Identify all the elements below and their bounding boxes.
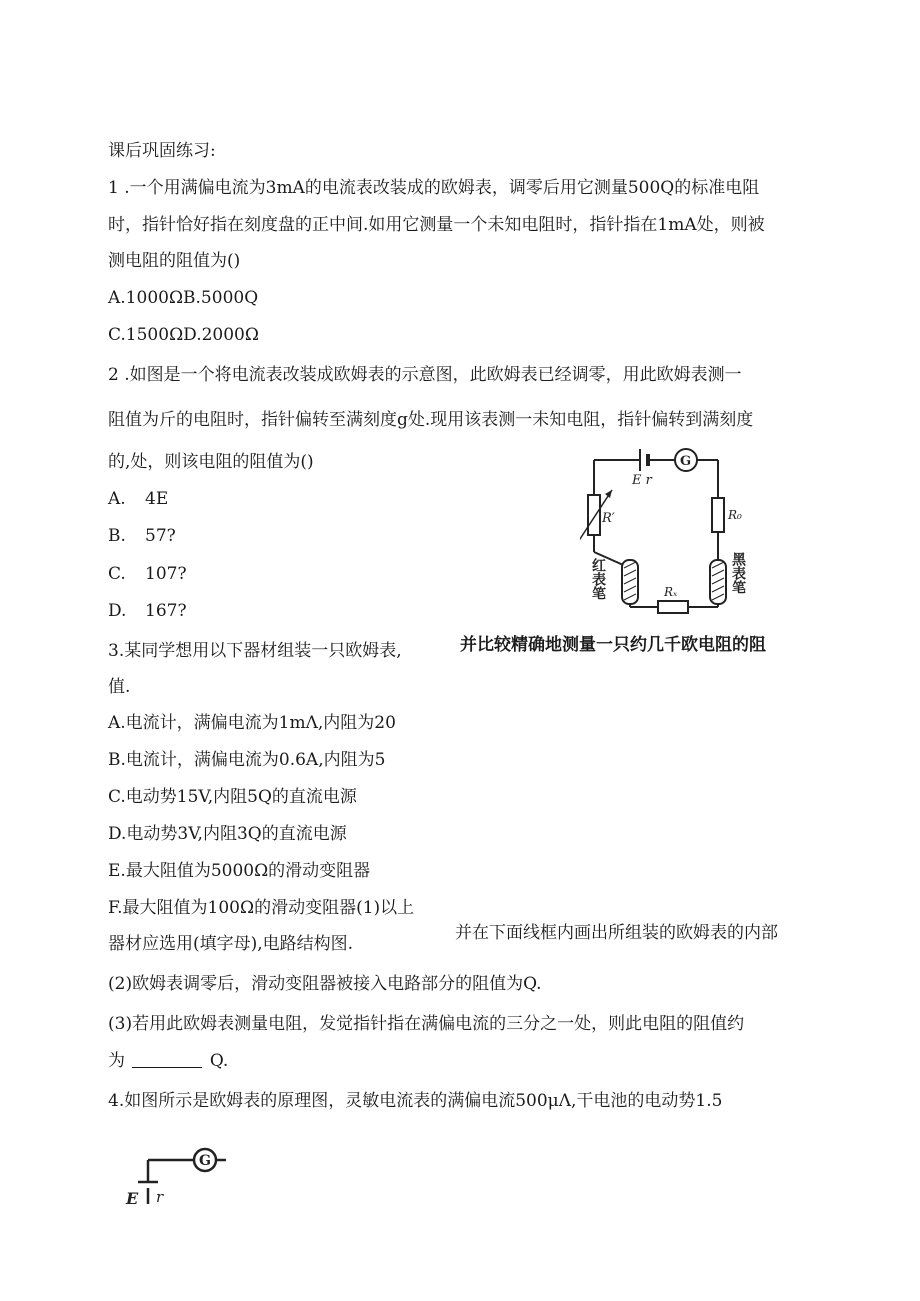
q1-line1: 1 .一个用满偏电流为3mA的电流表改装成的欧姆表，调零后用它测量500Q的标准电阻: [108, 178, 760, 198]
q1-line2: 时，指针恰好指在刻度盘的正中间.如用它测量一个未知电阻时，指针指在1mA处，则被: [108, 215, 765, 235]
rx-resistor: [658, 601, 688, 613]
q3-item-d: D.电动势3V,内阻3Q的直流电源: [108, 824, 347, 844]
q3-sub2: (2)欧姆表调零后，滑动变阻器被接入电路部分的阻值为Q.: [108, 974, 542, 994]
battery-label: E r: [632, 473, 652, 488]
q4-e-label: E: [126, 1189, 139, 1208]
sub3-prefix: 为: [108, 1051, 125, 1071]
q2-circuit-diagram: [580, 440, 760, 615]
q3-item-c: C.电动势15V,内阻5Q的直流电源: [108, 787, 357, 807]
q4-circuit-fragment: [120, 1140, 230, 1210]
option-letter: B.: [108, 526, 126, 546]
q4-r-label: r: [156, 1188, 164, 1206]
q1-line3: 测电阻的阻值为(): [108, 251, 241, 271]
r0-label: R₀: [728, 508, 742, 522]
q2-line2: 阻值为斤的电阻时，指针偏转至满刻度g处.现用该表测一未知电阻，指针偏转到满刻度: [108, 410, 754, 430]
r0-resistor: [712, 498, 724, 532]
variable-resistor: [588, 495, 600, 535]
q3-sub3-line1: (3)若用此欧姆表测量电阻，发觉指针指在满偏电流的三分之一处，则此电阻的阻值约: [108, 1014, 745, 1034]
q3-line2: 值.: [108, 677, 131, 697]
q3-item-f: F.最大阻值为100Ω的滑动变阻器(1)以上: [108, 898, 415, 918]
q3-line-g: 器材应选用(填字母),电路结构图.: [108, 934, 354, 954]
q3-line1: 3.某同学想用以下器材组装一只欧姆表,: [108, 641, 402, 661]
q3-sub3-line2: [108, 1050, 228, 1072]
q1-options-cd: C.1500ΩD.2000Ω: [108, 325, 259, 345]
option-text: 167?: [145, 601, 187, 621]
option-letter: A.: [108, 489, 126, 509]
black-probe: [710, 560, 726, 604]
q3-item-e: E.最大阻值为5000Ω的滑动变阻器: [108, 861, 371, 881]
galvanometer-label: G: [680, 454, 692, 469]
red-probe-label: 红表笔: [590, 558, 606, 600]
option-text: 4E: [145, 489, 169, 509]
answer-blank: [132, 1051, 202, 1068]
q4-galvanometer-label: G: [199, 1153, 211, 1169]
q4-line1: 4.如图所示是欧姆表的原理图，灵敏电流表的满偏电流500μΛ,干电池的电动势1.5: [108, 1091, 723, 1111]
option-text: 57?: [145, 526, 176, 546]
section-heading: 课后巩固练习:: [108, 141, 216, 161]
q2-line1: 2 .如图是一个将电流表改装成欧姆表的示意图，此欧姆表已经调零，用此欧姆表测一: [108, 365, 742, 385]
q3-item-b: B.电流计，满偏电流为0.6A,内阻为5: [108, 750, 386, 770]
q3-line1-side: 并比较精确地测量一只约几千欧电阻的阻: [460, 635, 766, 655]
q2-line3: 的,处，则该电阻的阻值为(): [108, 452, 314, 472]
q3-item-a: A.电流计，满偏电流为1mΛ,内阻为20: [108, 713, 396, 733]
red-probe: [622, 560, 638, 604]
option-letter: D.: [108, 601, 127, 621]
q1-options-ab: A.1000ΩB.5000Q: [108, 288, 259, 308]
q3-line-g-side: 并在下面线框内画出所组装的欧姆表的内部: [455, 923, 778, 943]
black-probe-label: 黑表笔: [730, 552, 746, 594]
option-text: 107?: [145, 564, 187, 584]
sub3-suffix: Q.: [209, 1051, 229, 1071]
r-prime-label: R′: [602, 511, 615, 526]
option-letter: C.: [108, 564, 126, 584]
rx-label: Rₓ: [664, 585, 678, 599]
